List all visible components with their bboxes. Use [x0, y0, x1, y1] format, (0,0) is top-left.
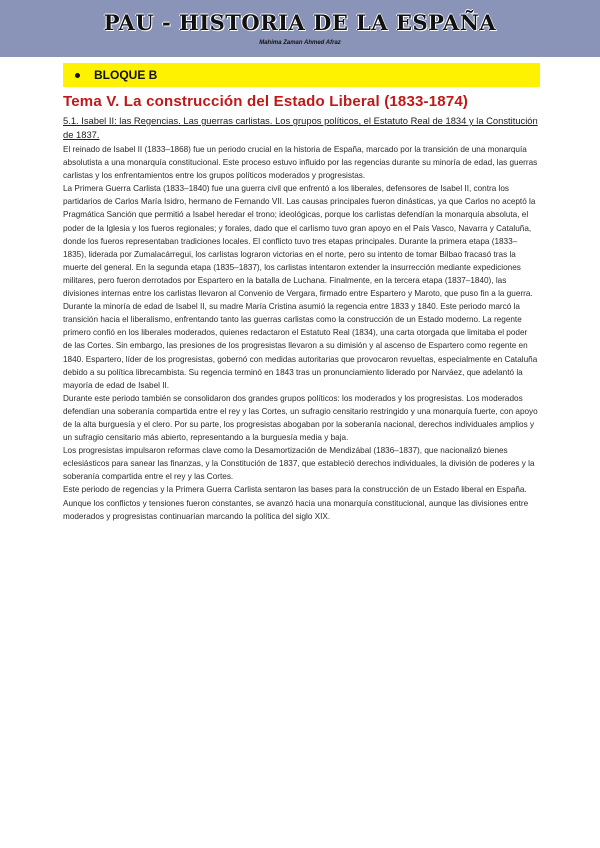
header-banner [0, 0, 600, 57]
bullet-icon [75, 73, 80, 78]
paragraph: Durante la minoría de edad de Isabel II, su madre María Cristina asumió la regencia entre 1833 y 1840. Este periodo marcó la transición hacia el liberalismo, enfrentando tanto las guerras carlistas como la construcción de un Estado moderno. La regente primero confió en los liberales moderados, quienes redactaron el Estatuto Real (1834), una carta otorgada que limitaba el poder de las Cortes. Sin embargo, las presiones de los progresistas llevaron a su dimisión y al ascenso de Espartero como regente en 1840. Espartero, líder de los progresistas, gobernó con medidas autoritarias que provocaron revueltas, especialmente en Cataluña debido a su política librecambista. Su regencia terminó en 1843 tras un pronunciamiento liderado por Narváez, que adelantó la mayoría de edad de Isabel II. [63, 302, 538, 390]
author-name: Mahima Zaman Ahmed Afraz [259, 40, 341, 46]
paragraph: Este periodo de regencias y la Primera Guerra Carlista sentaron las bases para la construcción de un Estado liberal en España. Aunque los conflictos y tensiones fueron constantes, se avanzó hacia una monarquía constitucional, aunque las divisiones entre moderados y progresistas continuarían marcando la política del siglo XIX. [63, 485, 529, 521]
paragraph: Durante este periodo también se consolidaron dos grandes grupos políticos: los moderados y los progresistas. Los moderados defendían una soberanía compartida entre el rey y las Cortes, un sufragio censitario restringido y una monarquía fuerte, con apoyo de la alta burguesía y el clero. Por su parte, los progresistas abogaban por la soberanía nacional, derechos individuales amplios y un sufragio censitario más abierto, representando a la burguesía media y baja. [63, 393, 538, 443]
bloque-label: BLOQUE B [94, 68, 158, 82]
paragraph: El reinado de Isabel II (1833–1868) fue un periodo crucial en la historia de España, marcado por la transición de una monarquía absolutista a una monarquía constitucional. Este proceso estuvo influido por las regencias durante su minoría de edad, las guerras carlistas y los enfrentamientos entre los grupos políticos moderados y progresistas. [63, 145, 538, 181]
bloque-banner [63, 63, 540, 87]
section-subtitle: 5.1. Isabel II: las Regencias. Las guerras carlistas. Los grupos políticos, el Estatuto Real de 1834 y la Constitución de 1837. [63, 115, 538, 140]
paragraph: Los progresistas impulsaron reformas clave como la Desamortización de Mendizábal (1836–1837), que nacionalizó bienes eclesiásticos para sanear las finanzas, y la Constitución de 1837, que estableció derechos individuales, la división de poderes y la soberanía compartida entre el rey y las Cortes. [63, 446, 535, 482]
body-text [63, 143, 538, 523]
paragraph: La Primera Guerra Carlista (1833–1840) fue una guerra civil que enfrentó a los liberales, defensores de Isabel II, contra los partidarios de Carlos María Isidro, hermano de Fernando VII. Las causas principales fueron dinásticas, ya que Carlos no aceptó la Pragmática Sanción que permitió a Isabel heredar el trono; ideológicas, porque los carlistas defendían la monarquía absoluta, el poder de la Iglesia y los fueros regionales; y forales, dado que el carlismo tuvo gran apoyo en el País Vasco, Navarra y Cataluña, donde los fueros representaban tradiciones locales. El conflicto tuvo tres etapas principales. Durante la primera etapa (1833–1835), liderada por Zumalacárregui, los carlistas lograron victorias en el norte, pero su intento de tomar Bilbao fracasó tras la muerte del general. En la segunda etapa (1835–1837), los carlistas intentaron extender la insurrección mediante expediciones militares, pero fueron derrotados por Espartero en la batalla de Luchana. Finalmente, en la tercera etapa (1837–1840), las divisiones internas entre los carlistas llevaron al Convenio de Vergara, firmado entre Espartero y Maroto, que puso fin a la guerra. [63, 184, 536, 299]
page-title: PAU - HISTORIA DE LA ESPAÑA [103, 10, 497, 35]
tema-title: Tema V. La construcción del Estado Liberal (1833-1874) [63, 93, 469, 110]
